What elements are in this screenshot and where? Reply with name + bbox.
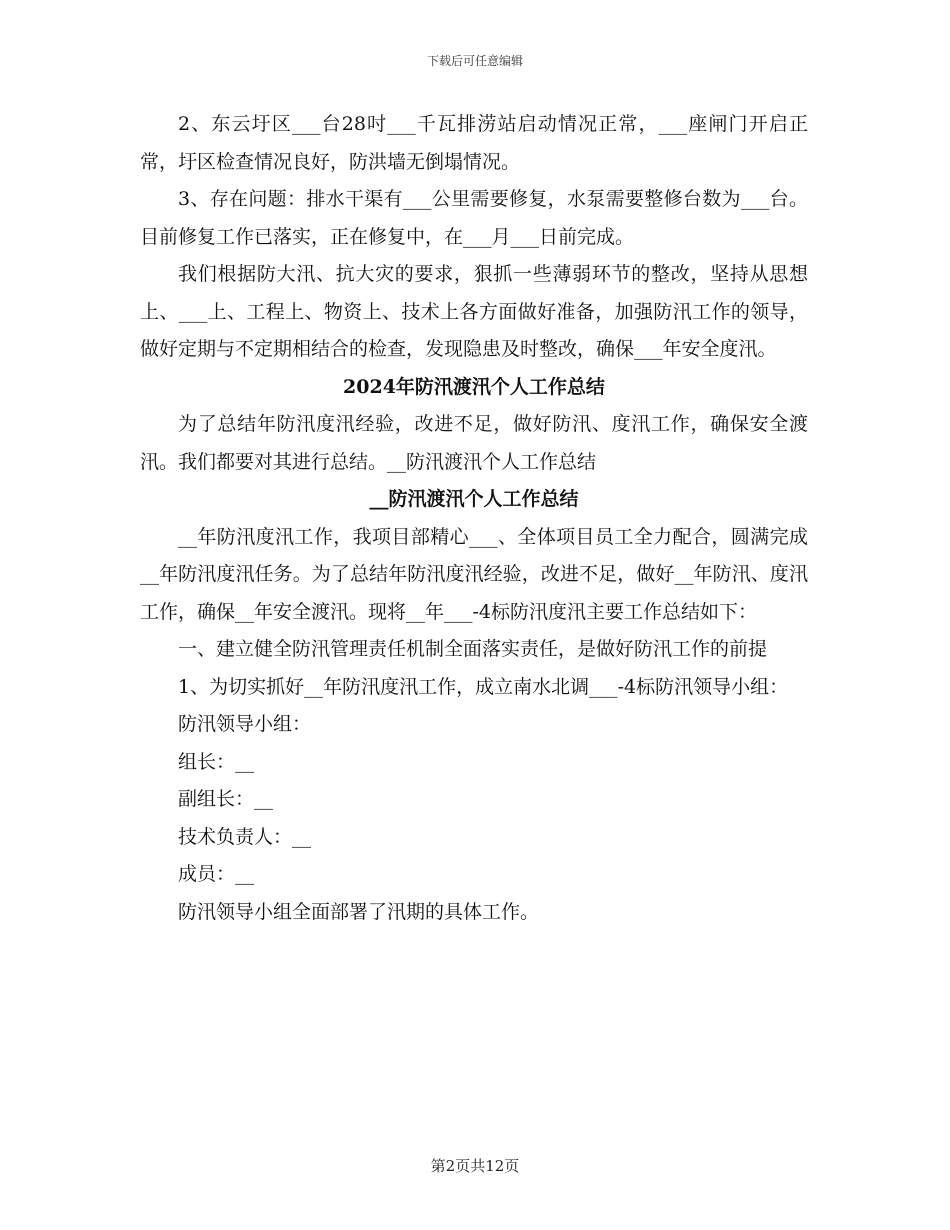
paragraph: 副组长：__ bbox=[178, 788, 274, 810]
paragraph: 防汛领导小组： bbox=[178, 713, 312, 735]
paragraph: 防汛领导小组全面部署了汛期的具体工作。 bbox=[178, 900, 540, 923]
paragraph: 为了总结年防汛度汛经验，改进不足，做好防汛、度汛工作，确保安全渡汛。我们都要对其进行总结。__防汛渡汛个人工作总结 bbox=[140, 413, 808, 473]
section-subtitle: __防汛渡汛个人工作总结 bbox=[369, 488, 579, 510]
document-body bbox=[140, 106, 808, 931]
paragraph: 成员：__ bbox=[178, 863, 255, 885]
section-title: 2024年防汛渡汛个人工作总结 bbox=[343, 375, 605, 398]
paragraph: 1、为切实抓好__年防汛度汛工作，成立南水北调___-4标防汛领导小组： bbox=[178, 675, 789, 698]
paragraph: __年防汛度汛工作，我项目部精心___、全体项目员工全力配合，圆满完成__年防汛度汛任务。为了总结年防汛度汛经验，改进不足，做好__年防汛、度汛工作，确保__年安全渡汛。现将__年___-4标防汛度汛主要工作总结如下： bbox=[140, 525, 808, 623]
paragraph: 组长：__ bbox=[178, 750, 255, 773]
page-number: 第2页共12页 bbox=[430, 1157, 520, 1175]
paragraph: 技术负责人：__ bbox=[178, 825, 312, 848]
paragraph: 2、东云圩区___台28吋___千瓦排涝站启动情况正常，___座闸门开启正常，圩区检查情况良好，防洪墙无倒塌情况。 bbox=[140, 113, 808, 173]
paragraph: 一、建立健全防汛管理责任机制全面落实责任，是做好防汛工作的前提 bbox=[178, 638, 768, 660]
page-header: 下载后可任意编辑 bbox=[426, 54, 523, 68]
paragraph: 3、存在问题：排水干渠有___公里需要修复，水泵需要整修台数为___台。目前修复工作已落实，正在修复中，在___月___日前完成。 bbox=[140, 188, 808, 248]
paragraph: 我们根据防大汛、抗大灾的要求，狠抓一些薄弱环节的整改，坚持从思想上、___上、工程上、物资上、技术上各方面做好准备，加强防汛工作的领导，做好定期与不定期相结合的检查，发现隐患及时整改，确保___年安全度汛。 bbox=[140, 263, 808, 360]
